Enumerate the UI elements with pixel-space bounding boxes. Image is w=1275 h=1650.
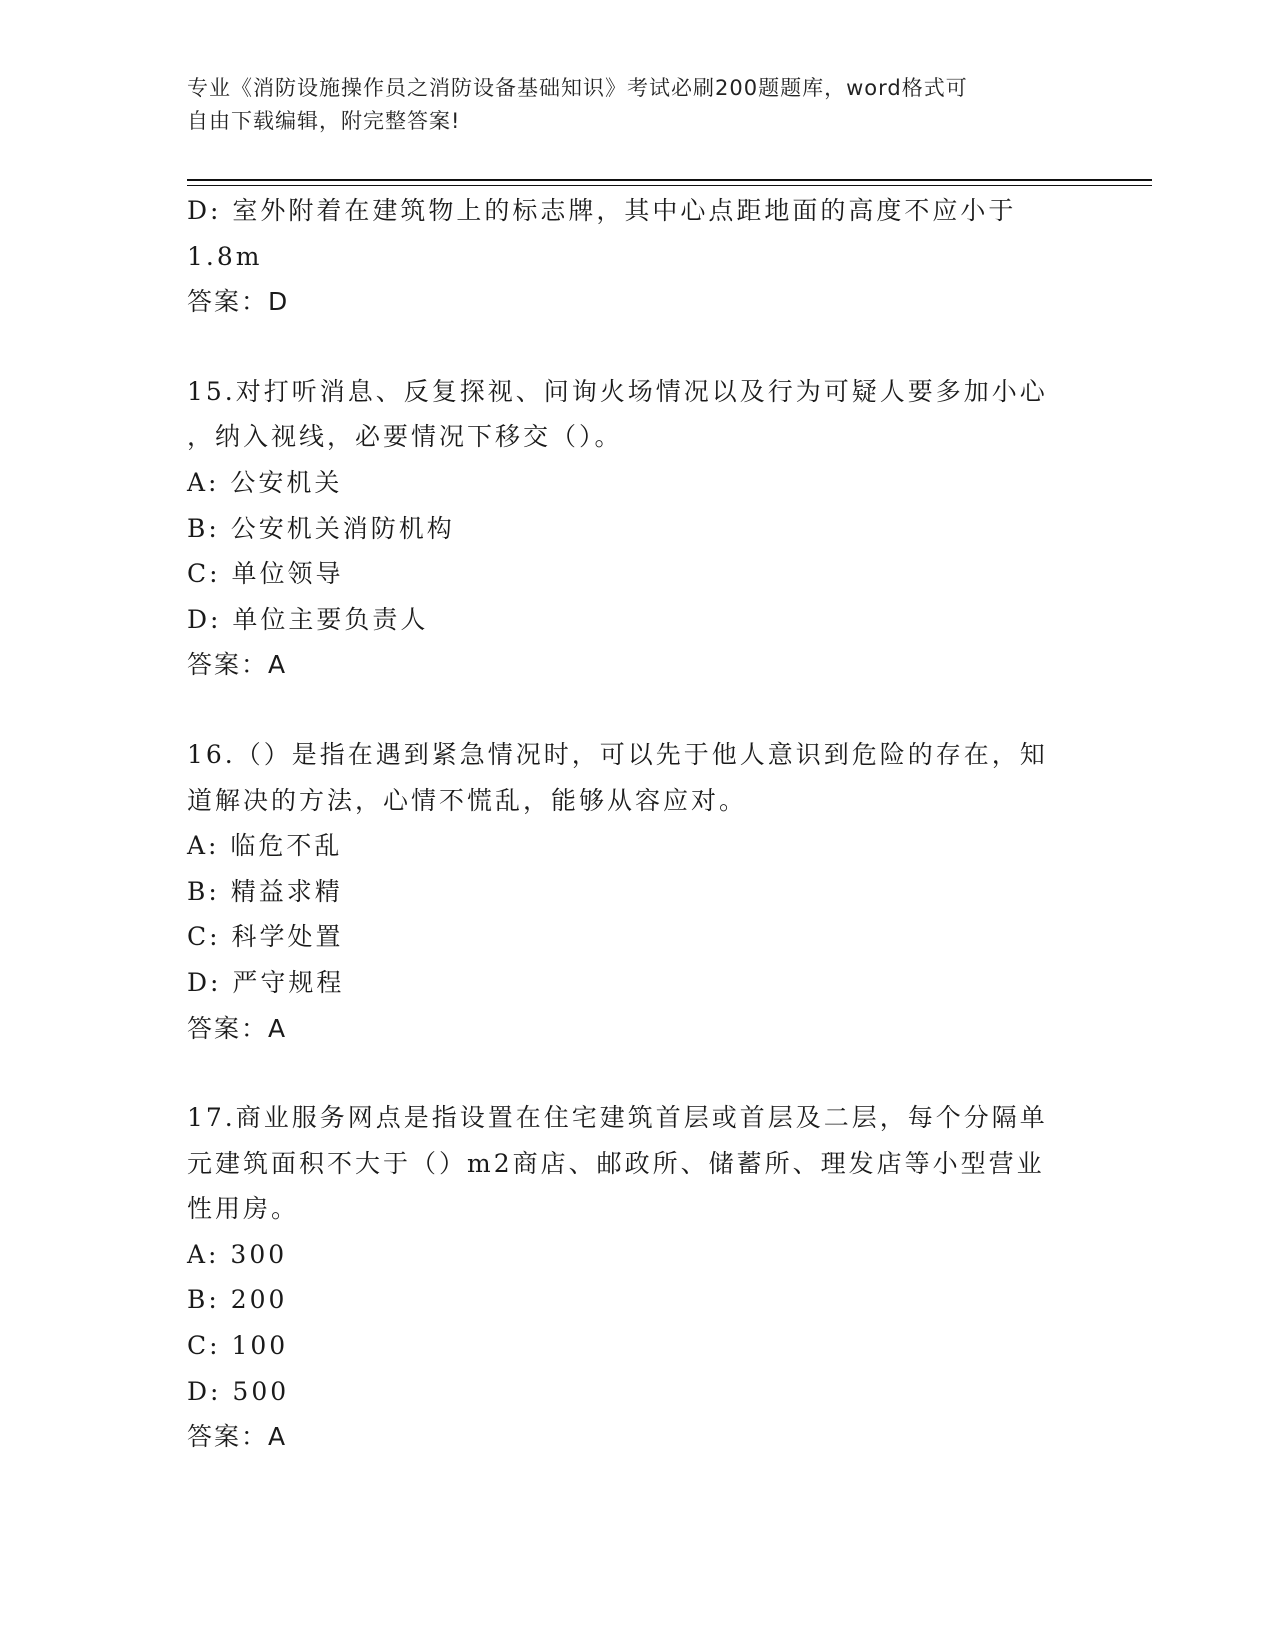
question-fragment-14 (187, 188, 1087, 325)
question-stem: ，纳入视线，必要情况下移交（）。 (187, 422, 623, 452)
option-a: A: 临危不乱 (187, 831, 343, 861)
option-d: D: 500 (187, 1376, 290, 1406)
document-body (187, 188, 1087, 1460)
answer-line: 答案：A (187, 1422, 288, 1452)
question-15 (187, 369, 1087, 688)
answer-line: 答案：D (187, 287, 290, 317)
question-stem: 15.对打听消息、反复探视、问询火场情况以及行为可疑人要多加小心 (187, 376, 1048, 406)
option-b: B: 精益求精 (187, 876, 343, 906)
option-c: C: 单位领导 (187, 559, 344, 589)
question-17 (187, 1095, 1087, 1460)
question-16 (187, 732, 1087, 1051)
question-stem: 元建筑面积不大于（）m2商店、邮政所、储蓄所、理发店等小型营业 (187, 1148, 1045, 1178)
option-a: A: 300 (187, 1239, 288, 1269)
header-rule-thick (187, 179, 1152, 181)
option-d: D: 单位主要负责人 (187, 604, 429, 634)
page-header (187, 72, 1067, 138)
option-d: D: 室外附着在建筑物上的标志牌，其中心点距地面的高度不应小于 (187, 196, 1017, 225)
option-c: C: 100 (187, 1331, 289, 1361)
option-b: B: 公安机关消防机构 (187, 513, 455, 543)
header-rule-thin (187, 185, 1152, 186)
option-c: C: 科学处置 (187, 922, 344, 952)
option-a: A: 公安机关 (187, 467, 343, 497)
option-b: B: 200 (187, 1285, 288, 1315)
header-line-2: 自由下载编辑，附完整答案! (187, 109, 461, 133)
answer-line: 答案：A (187, 650, 288, 680)
question-stem: 16.（）是指在遇到紧急情况时，可以先于他人意识到危险的存在，知 (187, 739, 1048, 769)
option-d-continued: 1.8m (187, 241, 263, 271)
question-stem: 17.商业服务网点是指设置在住宅建筑首层或首层及二层，每个分隔单 (187, 1103, 1048, 1133)
option-d: D: 严守规程 (187, 967, 345, 997)
answer-line: 答案：A (187, 1013, 288, 1043)
question-stem: 性用房。 (187, 1194, 300, 1224)
question-stem: 道解决的方法，心情不慌乱，能够从容应对。 (187, 785, 748, 815)
header-line-1: 专业《消防设施操作员之消防设备基础知识》考试必刷200题题库，word格式可 (187, 76, 968, 100)
